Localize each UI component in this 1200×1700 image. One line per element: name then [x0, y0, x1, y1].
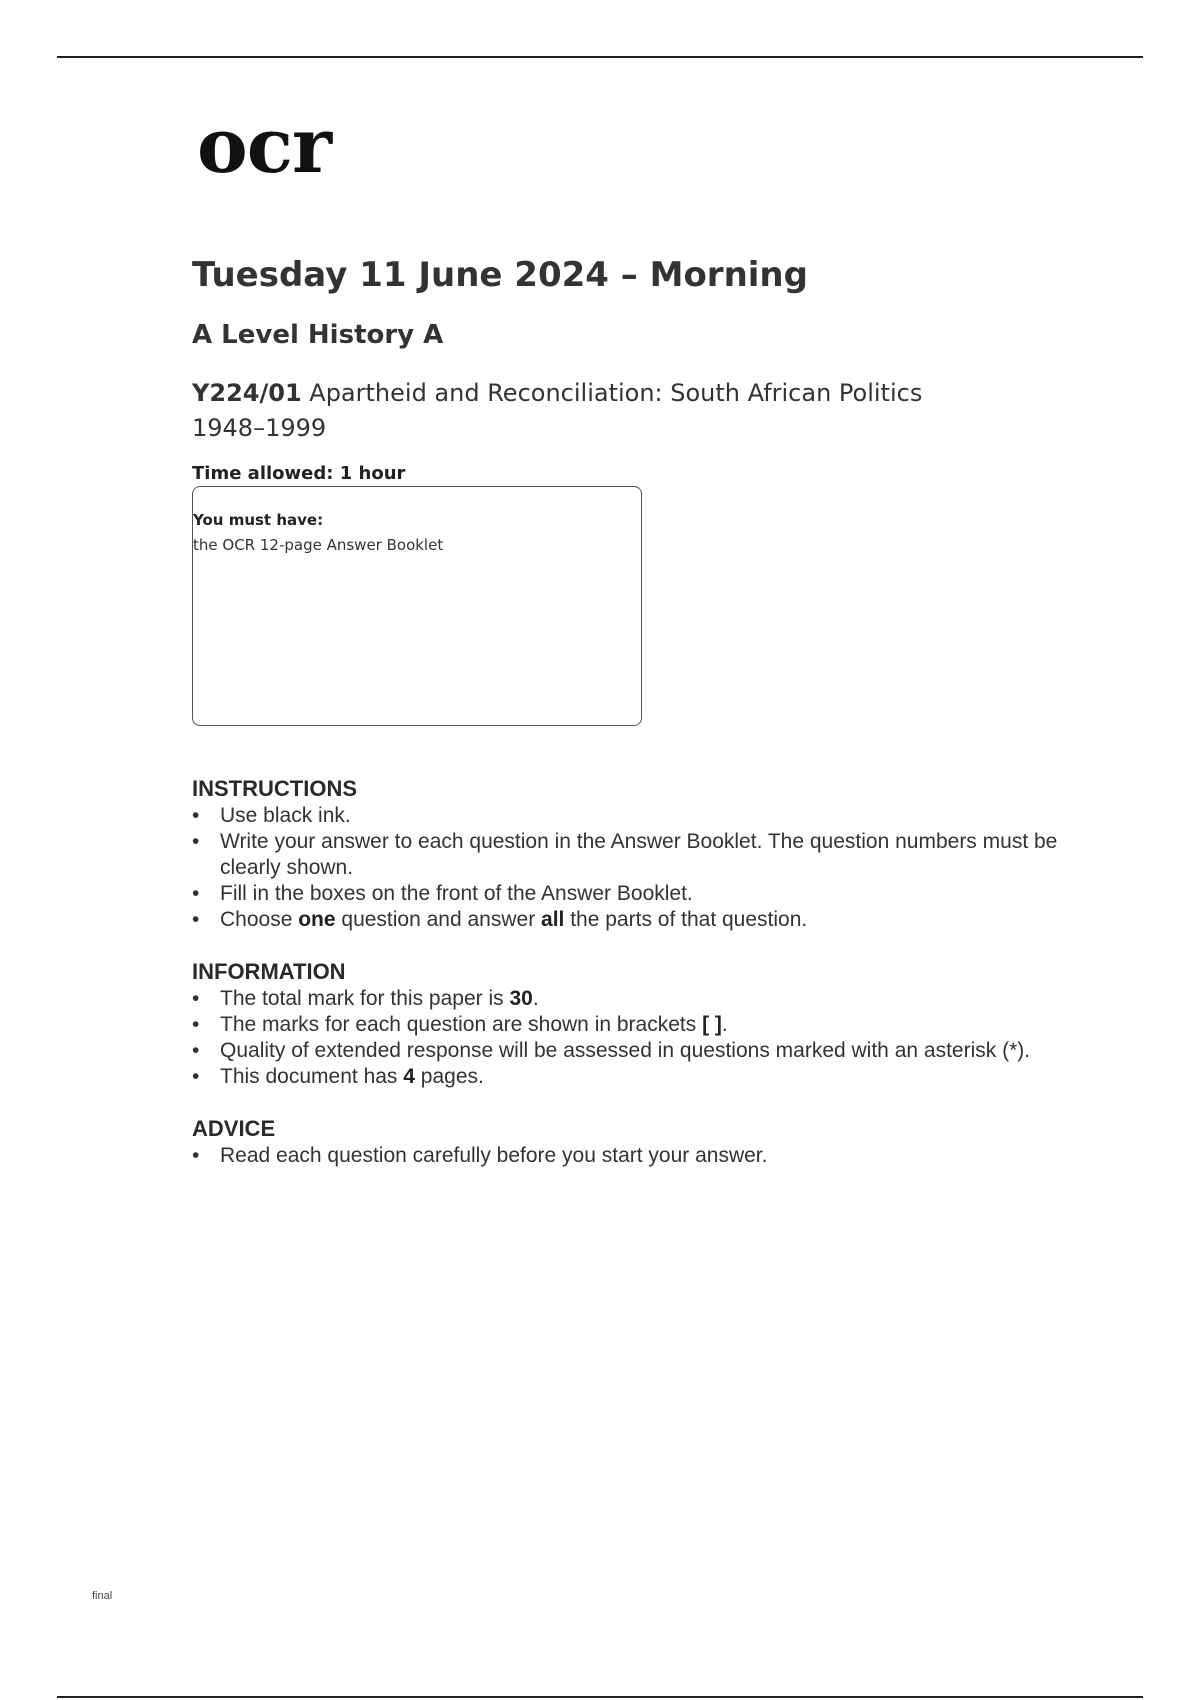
must-have-heading: You must have:	[193, 511, 324, 529]
bullet-icon: •	[192, 804, 200, 827]
bullet-icon: •	[192, 830, 200, 853]
information-section	[192, 958, 1092, 1090]
bullet-icon: •	[192, 1065, 200, 1088]
must-have-item: the OCR 12-page Answer Booklet	[193, 536, 444, 554]
list-item: • Write your answer to each question in the Answer Booklet. The question numbers must be clearly shown.	[192, 830, 1058, 879]
bullet-icon: •	[192, 987, 200, 1010]
list-item: • The marks for each question are shown in brackets [ ].	[192, 1013, 728, 1036]
bullet-icon: •	[192, 1013, 200, 1036]
advice-heading: ADVICE	[192, 1116, 276, 1141]
bullet-icon: •	[192, 1039, 200, 1062]
ocr-logo: ocr	[197, 101, 332, 190]
advice-list	[192, 1143, 1092, 1169]
list-item: • Use black ink.	[192, 804, 351, 827]
bullet-icon: •	[192, 908, 200, 931]
list-item: • Fill in the boxes on the front of the Answer Booklet.	[192, 882, 693, 905]
top-rule	[57, 56, 1143, 58]
information-heading: INFORMATION	[192, 959, 346, 984]
bullet-icon: •	[192, 1144, 200, 1167]
bottom-rule	[57, 1696, 1143, 1698]
exam-date-heading: Tuesday 11 June 2024 – Morning	[192, 255, 808, 295]
list-item: • The total mark for this paper is 30.	[192, 987, 539, 1010]
advice-section	[192, 1115, 1092, 1169]
instructions-heading: INSTRUCTIONS	[192, 776, 357, 801]
bullet-icon: •	[192, 882, 200, 905]
list-item: • Choose one question and answer all the parts of that question.	[192, 908, 808, 931]
list-item: • This document has 4 pages.	[192, 1065, 484, 1088]
instructions-list	[192, 803, 1092, 933]
paper-title	[192, 376, 982, 446]
information-list	[192, 986, 1092, 1090]
footer-note: final	[92, 1590, 113, 1602]
must-have-box	[192, 486, 642, 726]
instructions-section	[192, 775, 1092, 933]
paper-title-text: Apartheid and Reconciliation: South African Politics 1948–1999	[192, 379, 923, 442]
list-item: • Quality of extended response will be assessed in questions marked with an asterisk (*).	[192, 1039, 1031, 1062]
time-allowed: Time allowed: 1 hour	[192, 463, 406, 484]
list-item: • Read each question carefully before you start your answer.	[192, 1144, 768, 1167]
paper-code: Y224/01	[192, 379, 302, 407]
qualification-heading: A Level History A	[192, 320, 444, 350]
